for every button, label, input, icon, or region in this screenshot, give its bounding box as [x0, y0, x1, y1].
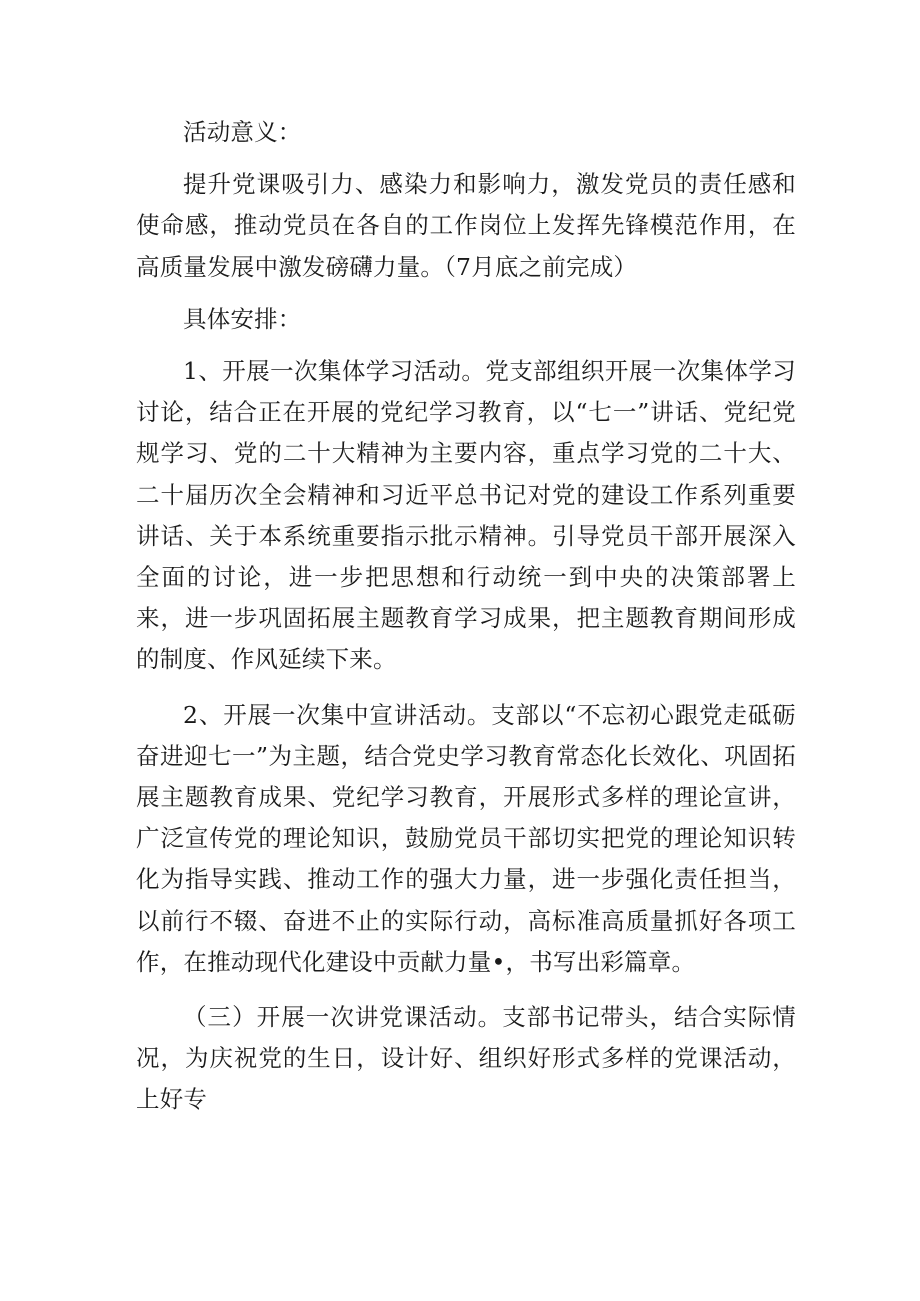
paragraph-significance-text: 提升党课吸引力、感染力和影响力，激发党员的责任感和使命感，推动党员在各自的工作岗位上发挥先锋模范作用，在高质量发展中激发磅礴力量。（7月底之前完成） [136, 170, 796, 281]
heading-activity-significance: 活动意义： [183, 118, 302, 146]
paragraph-item-2-centralized-lecture: 2、开展一次集中宣讲活动。支部以“不忘初心跟党走砥砺奋进迎七一”为主题，结合党史学习教育常态化长效化、巩固拓展主题教育成果、党纪学习教育，开展形式多样的理论宣讲，广泛宣传党的理论知识，鼓励党员干部切实把党的理论知识转化为指导实践、推动工作的强大力量，进一步强化责任担当，以前行不辍、奋进不止的实际行动，高标准高质量抓好各项工作，在推动现代化建设中贡献力量•，书写出彩篇章。 [136, 700, 796, 976]
paragraph-item-1-collective-study: 1、开展一次集体学习活动。党支部组织开展一次集体学习讨论，结合正在开展的党纪学习教育，以“七一”讲话、党纪党规学习、党的二十大精神为主要内容，重点学习党的二十大、二十届历次全会精神和习近平总书记对党的建设工作系列重要讲话、关于本系统重要指示批示精神。引导党员干部开展深入全面的讨论，进一步把思想和行动统一到中央的决策部署上来，进一步巩固拓展主题教育学习成果，把主题教育期间形成的制度、作风延续下来。 [136, 357, 796, 674]
heading-specific-arrangements: 具体安排： [183, 304, 302, 333]
document-body [136, 112, 796, 1121]
paragraph-item-3-party-lesson: （三）开展一次讲党课活动。支部书记带头，结合实际情况，为庆祝党的生日，设计好、组织好形式多样的党课活动，上好专 [136, 1003, 796, 1114]
